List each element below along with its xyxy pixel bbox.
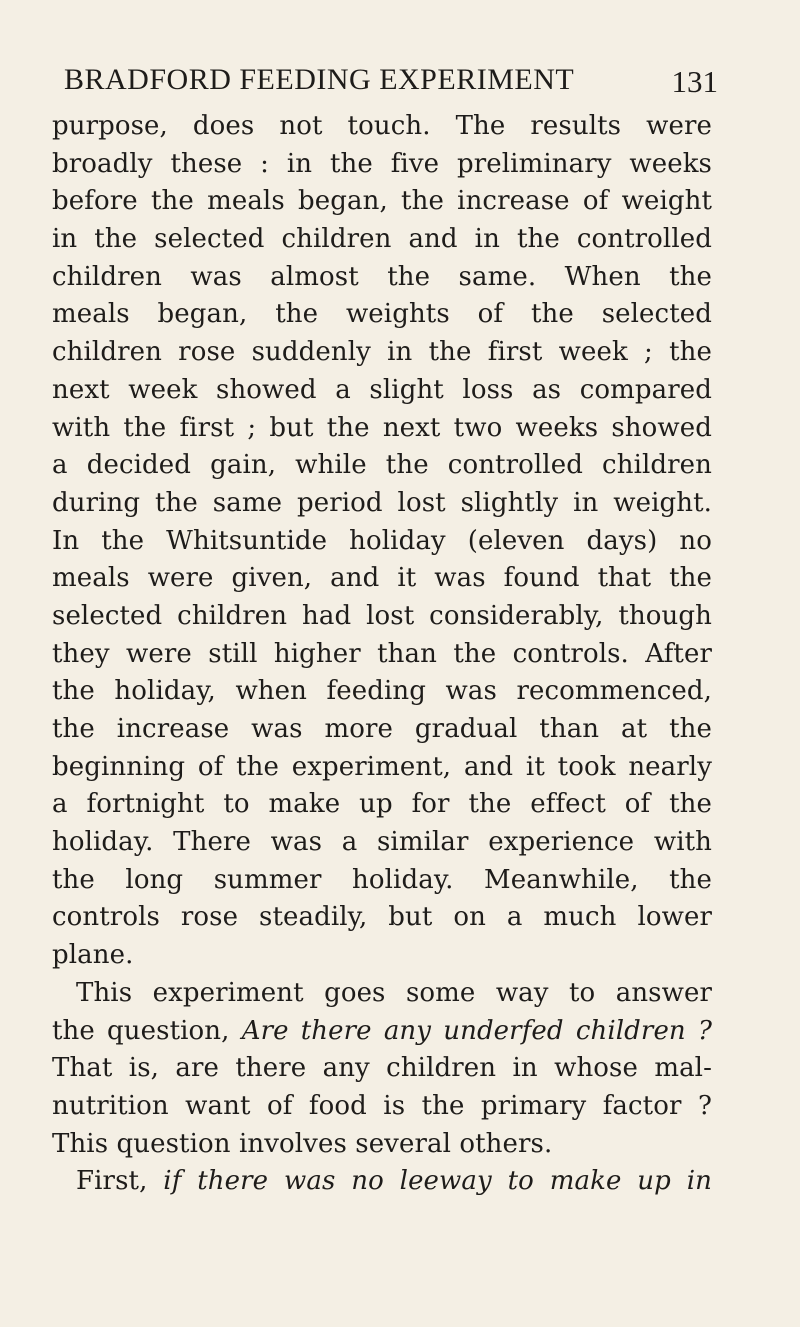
italic-clause: if there was no leeway to make up in <box>163 1166 712 1197</box>
text-line: during the same period lost slightly in weight. <box>52 487 712 518</box>
page-number: 131 <box>671 64 718 99</box>
text-line: a fortnight to make up for the effect of the <box>52 789 712 820</box>
text-line: plane. <box>52 940 134 971</box>
text-line: next week showed a slight loss as compared <box>52 374 712 405</box>
text-line: the increase was more gradual than at the <box>52 714 712 744</box>
text-line: children rose suddenly in the first week ; the <box>52 337 712 368</box>
text-line: before the meals began, the increase of weight <box>52 186 712 217</box>
text-line: This question involves several others. <box>52 1128 553 1159</box>
text-line: beginning of the experiment, and it took nearly <box>52 751 712 782</box>
text-line: purpose, does not touch. The results were <box>52 111 712 141</box>
text-line-with-italic <box>52 1013 712 1051</box>
body-text <box>52 108 712 1201</box>
text-line: meals were given, and it was found that the <box>52 563 712 594</box>
text-line: selected children had lost considerably, though <box>52 600 712 631</box>
text-line: with the first ; but the next two weeks showed <box>52 412 712 443</box>
text-run: the question, <box>52 1015 242 1046</box>
text-line: meals began, the weights of the selected <box>52 299 712 330</box>
running-head: BRADFORD FEEDING EXPERIMENT <box>64 63 575 96</box>
text-line: In the Whitsuntide holiday (eleven days) no <box>52 525 712 556</box>
page-header <box>64 62 718 98</box>
text-line: the holiday, when feeding was recommenced, <box>52 676 712 707</box>
paragraph-first-line <box>52 1163 712 1201</box>
text-line: broadly these : in the five preliminary weeks <box>52 148 712 179</box>
text-line: a decided gain, while the controlled children <box>52 450 712 481</box>
text-line: nutrition want of food is the primary factor ? <box>52 1090 712 1121</box>
text-line: in the selected children and in the controlled <box>52 224 712 255</box>
paragraph-first-line: This experiment goes some way to answer <box>76 977 712 1008</box>
text-line: children was almost the same. When the <box>52 261 712 292</box>
text-run: First, <box>76 1166 164 1197</box>
text-line: holiday. There was a similar experience with <box>52 827 712 858</box>
text-line: controls rose steadily, but on a much lower <box>52 902 712 933</box>
italic-question: Are there any underfed children ? <box>241 1015 712 1046</box>
text-line: the long summer holiday. Meanwhile, the <box>52 864 712 895</box>
text-line: they were still higher than the controls. After <box>52 638 712 669</box>
text-line: That is, are there any children in whose mal- <box>52 1053 712 1084</box>
